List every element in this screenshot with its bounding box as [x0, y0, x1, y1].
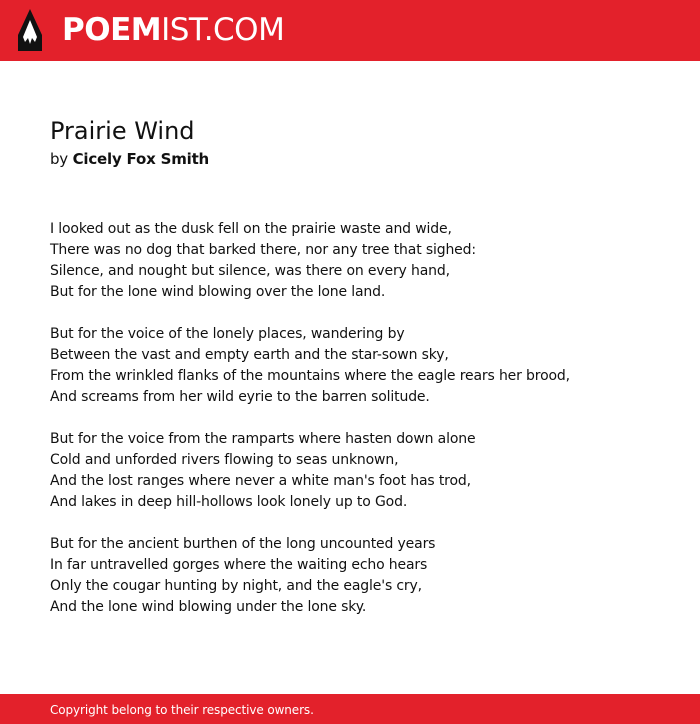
site-logo-link[interactable] — [62, 10, 284, 50]
poem-line: And the lone wind blowing under the lone sky. — [50, 599, 367, 615]
poem-line: Between the vast and empty earth and the star-sown sky, — [50, 347, 449, 363]
author-link[interactable]: Cicely Fox Smith — [72, 150, 210, 168]
site-header — [0, 0, 700, 61]
poem-line: Only the cougar hunting by night, and the eagle's cry, — [50, 578, 422, 594]
pen-nib-icon[interactable] — [16, 9, 44, 51]
poem-line: Silence, and nought but silence, was there on every hand, — [50, 263, 450, 279]
poem-line: I looked out as the dusk fell on the prairie waste and wide, — [50, 221, 452, 237]
logo-text-bold: POEM — [62, 12, 162, 48]
stanza — [50, 429, 670, 513]
stanza — [50, 324, 670, 408]
byline-by-label: by — [50, 150, 68, 168]
poem-line: And the lost ranges where never a white man's foot has trod, — [50, 473, 471, 489]
poem-body — [50, 219, 670, 639]
poem-line: There was no dog that barked there, nor any tree that sighed: — [50, 242, 476, 258]
copyright-notice: Copyright belong to their respective owners. — [50, 703, 314, 717]
poem-title: Prairie Wind — [50, 117, 195, 145]
poem-byline — [50, 148, 209, 170]
poem-line: And lakes in deep hill-hollows look lonely up to God. — [50, 494, 408, 510]
poem-line: But for the lone wind blowing over the lone land. — [50, 284, 386, 300]
poem-line: And screams from her wild eyrie to the barren solitude. — [50, 389, 430, 405]
stanza — [50, 219, 670, 303]
poem-line: But for the voice from the ramparts where hasten down alone — [50, 431, 476, 447]
poem-line: Cold and unforded rivers flowing to seas unknown, — [50, 452, 399, 468]
site-footer — [0, 694, 700, 724]
poem-line: From the wrinkled flanks of the mountains where the eagle rears her brood, — [50, 368, 570, 384]
poem-line: But for the ancient burthen of the long uncounted years — [50, 536, 436, 552]
poem-line: But for the voice of the lonely places, wandering by — [50, 326, 405, 342]
poem-line: In far untravelled gorges where the waiting echo hears — [50, 557, 428, 573]
logo-text-light: IST.COM — [161, 12, 285, 48]
stanza — [50, 534, 670, 618]
